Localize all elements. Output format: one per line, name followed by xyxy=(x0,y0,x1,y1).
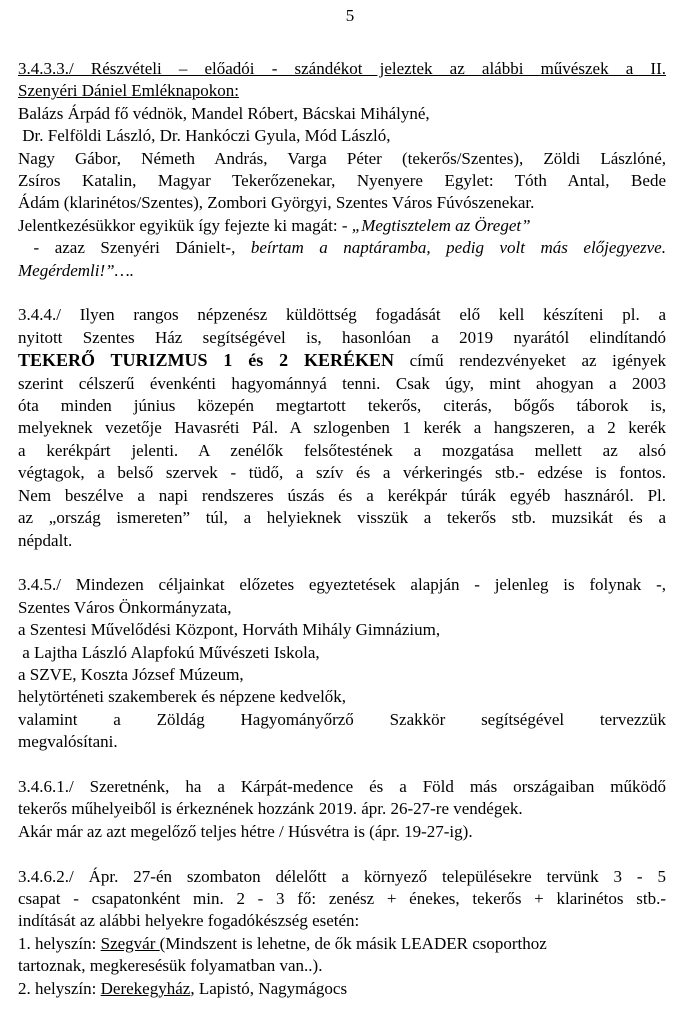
paragraph-line: tartoznak, megkeresésük folyamatban van..). xyxy=(18,956,323,976)
page-content xyxy=(18,58,666,1000)
section-3-4-3-3 xyxy=(18,58,666,282)
paragraph-line: csapat - csapatonként min. 2 - 3 fő: zenész + énekes, tekerős + klarinétos stb.- xyxy=(18,888,666,908)
paragraph-line: Nem beszélve a napi rendszeres úszás és a kerékpár túrák egyéb hasznáról. Pl. xyxy=(18,485,666,505)
paragraph-line: Szentes Város Önkormányzata, xyxy=(18,597,232,617)
paragraph-line: Ádám (klarinétos/Szentes), Zombori Györgyi, Szentes Város Fúvószenekar. xyxy=(18,193,535,213)
paragraph-line: óta minden június közepén megtartott tekerős, citerás, bőgős táborok is, xyxy=(18,396,666,416)
location-name: Szegvár xyxy=(100,933,156,953)
paragraph-line: 3.4.6.1./ Szeretnénk, ha a Kárpát-medence és a Föld más országaiban működő xyxy=(18,776,666,796)
paragraph-line: Balázs Árpád fő védnök, Mandel Róbert, Bácskai Mihályné, xyxy=(18,103,430,123)
section-3-4-6-2 xyxy=(18,866,666,1000)
quote-text: beírtam a naptáramba, pedig volt más előjegyezve. xyxy=(250,238,666,258)
section-heading-line: 3.4.3.3./ Részvételi – előadói - szándékot jeleztek az alábbi művészek a II. xyxy=(18,59,666,78)
paragraph-line: Dr. Felföldi László, Dr. Hankóczi Gyula, Mód László, xyxy=(18,126,391,146)
paragraph-line: valamint a Zöldág Hagyományőrző Szakkör segítségével tervezzük xyxy=(18,709,666,729)
section-3-4-5 xyxy=(18,574,666,753)
location-line xyxy=(18,933,666,955)
quote-text: „Megtisztelem az Öreget” xyxy=(351,215,531,235)
paragraph-line: indítását az alábbi helyekre fogadókészség esetén: xyxy=(18,911,360,931)
page-number: 5 xyxy=(345,6,355,25)
paragraph-line: TEKERŐ TURIZMUS 1 és 2 KERÉKEN című rendezvényeket az igények xyxy=(18,350,666,371)
section-3-4-6-1 xyxy=(18,776,666,843)
paragraph-line: nyitott Szentes Ház segítségével is, hasonlóan a 2019 nyarától elindítandó xyxy=(18,327,666,347)
paragraph-line: az „ország ismereten” túl, a helyieknek visszük a tekerős stb. muzsikát és a xyxy=(18,508,666,528)
paragraph-line: a Lajtha László Alapfokú Művészeti Iskola, xyxy=(18,642,320,662)
paragraph-line: a kerékpárt jelenti. A zenélők felsőtestének a mozgatása mellett az alsó xyxy=(18,440,666,460)
paragraph-line: végtagok, a belső szervek - tüdő, a szív és a vérkeringés stb.- edzése is fontos. xyxy=(18,463,666,483)
paragraph-line: tekerős műhelyeiből is érkeznének hozzánk 2019. ápr. 26-27-re vendégek. xyxy=(18,799,523,819)
quote-text: Megérdemli!”…. xyxy=(18,260,134,280)
location-line xyxy=(18,978,666,1000)
paragraph-line: melyeknek vezetője Havasréti Pál. A szlogenben 1 kerék a hangszeren, a 2 kerék xyxy=(18,418,666,438)
paragraph-line: 3.4.4./ Ilyen rangos népzenész küldöttség fogadását elő kell készíteni pl. a xyxy=(18,305,666,325)
paragraph-line: helytörténeti szakemberek és népzene kedvelők, xyxy=(18,687,347,707)
paragraph-line: a SZVE, Koszta József Múzeum, xyxy=(18,664,244,684)
location-name: Derekegyház xyxy=(100,978,191,998)
paragraph-line: népdalt. xyxy=(18,530,73,550)
paragraph-line: Nagy Gábor, Németh András, Varga Péter (tekerős/Szentes), Zöldi Lászlóné, xyxy=(18,148,666,168)
paragraph-line: 3.4.6.2./ Ápr. 27-én szombaton délelőtt a környező településekre tervünk 3 - 5 xyxy=(18,866,666,886)
section-heading-line: Szenyéri Dániel Emléknapokon: xyxy=(18,81,239,101)
section-3-4-4 xyxy=(18,304,666,551)
quote-intro: Jelentkezésükkor egyikük így fejezte ki magát: - xyxy=(18,215,352,235)
paragraph-line: Akár már az azt megelőző teljes hétre / Húsvétra is (ápr. 19-27-ig). xyxy=(18,821,473,841)
paragraph-line: Zsíros Katalin, Magyar Tekerőzenekar, Nyenyere Egylet: Tóth Antal, Bede xyxy=(18,171,666,191)
quote-aside: - azaz Szenyéri Dánielt-, xyxy=(18,238,251,258)
paragraph-line xyxy=(18,237,666,259)
paragraph-line: megvalósítani. xyxy=(18,732,118,752)
paragraph-line: szerint célszerű évenkénti hagyománnyá tenni. Csak úgy, mint ahogyan a 2003 xyxy=(18,373,666,393)
location-others: , Lapistó, Nagymágocs xyxy=(190,978,348,998)
location-label: 2. helyszín: xyxy=(18,978,101,998)
location-note: (Mindszent is lehetne, de ők másik LEADER csoporthoz xyxy=(159,933,547,953)
paragraph-line: 3.4.5./ Mindezen céljainkat előzetes egyeztetések alapján - jelenleg is folynak -, xyxy=(18,575,666,595)
location-label: 1. helyszín: xyxy=(18,933,101,953)
event-title: TEKERŐ TURIZMUS 1 és 2 KERÉKEN xyxy=(18,350,395,371)
paragraph-line: a Szentesi Művelődési Központ, Horváth Mihály Gimnázium, xyxy=(18,620,441,640)
paragraph-line xyxy=(18,215,666,237)
